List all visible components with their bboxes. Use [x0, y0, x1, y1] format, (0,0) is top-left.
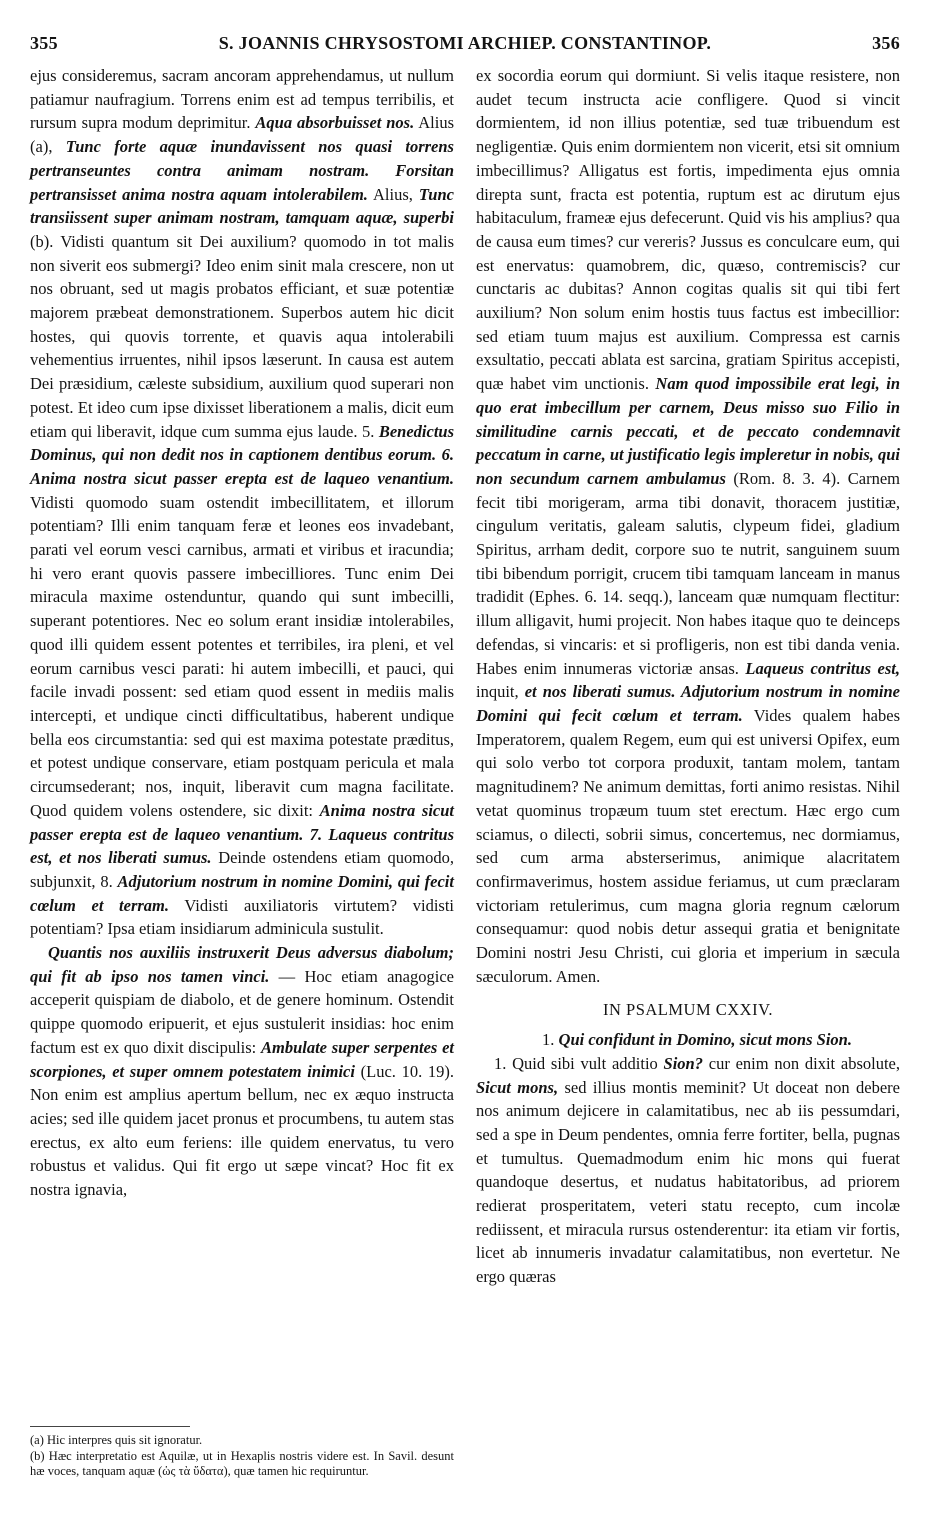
psalm-verse [476, 1028, 900, 1052]
right-column [476, 64, 900, 1289]
footnote-a: (a) Hic interpres quis sit ignoratur. [30, 1433, 203, 1447]
footnote-b: (b) Hæc interpretatio est Aquilæ, ut in Hexaplis nostris videre est. In Savil. desunt hæ voces, tanquam aquæ (ὡς τὰ ὕδατα), quæ tamen hic requiruntur. [30, 1448, 454, 1478]
marginal-summary: Quantis nos auxiliis instruxerit Deus adversus diabolum; qui fit ab ipso nos tamen vinci. [30, 943, 454, 986]
scripture-quote: Tunc transiissent super animam nostram, tamquam aquæ, superbi [30, 184, 454, 228]
text-run: (Luc. 10. 19). Non enim est amplius apertum bellum, nec ex æquo instructa acies; sed ille quidem jacet pronus et procumbens, tu autem stas erectus, ex alto eum feriens: ille quidem enervatus, tu vero robustus et validus. Qui fit ergo ut sæpe vincat? Hoc fit ex nostra ignavia, [30, 1061, 454, 1200]
scripture-quote: Anima nostra sicut passer erepta est de laqueo venantium. 7. Laqueus contritus est, et nos liberati sumus. [30, 800, 454, 868]
footnotes [30, 1426, 454, 1480]
paragraph [476, 64, 900, 988]
scripture-quote: Aqua absorbuisset nos. [255, 113, 415, 133]
running-header [30, 30, 900, 56]
scripture-quote: Tunc forte aquæ inundavissent nos quasi torrens pertranseuntes contra animam nostram. Forsitan pertransisset anima nostra aquam intolerabilem. [30, 137, 454, 204]
text-run: ex socordia eorum qui dormiunt. Si velis itaque resistere, non audet tecum instructa acie confligere. Quod si vincit dormientem, id non illius potentiæ, sed tuæ tribuendum est negligentiæ. Quis enim dormientem non vicerit, etsi sit omnium imbecillimus? Alligatus est fortis, impedimenta ejus omnia direpta sunt, fracta est potentia, ruptum est ac dirutum ejus habitaculum, frameæ ejus defecerunt. Quid vis his amplius? qua de causa eum times? cur vereris? Jussus es conculcare eum, qui est enervatus: quamobrem, dic, quæso, contremiscis? cur cunctaris ac dubitas? Annon cogitas qualis sit qui tibi fert auxilium? Non solum enim hostis tuus factus est imbecillior: sed etiam tuum majus est auxilium. Compressa est carnis exsultatio, peccati ablata est sarcina, gratiam Spiritus accepisti, quæ habet vim unctionis. [476, 66, 900, 394]
text-run: (b). Vidisti quantum sit Dei auxilium? quomodo in tot malis non siverit eos submergi? Ideo enim sinit mala crescere, non ut nos obruant, sed ut magis probatos efficiant, et suæ potentiæ majorem præbeat demonstrationem. Superbos autem hic dicit hostes, qui quovis torrente, et quavis aqua intolerabili vehementius irruentes, nihil ipsos læserunt. In causa est autem Dei præsidium, cæleste subsidium, auxilium quod superari non potest. Et ideo cum ipse dixisset liberationem a malis, dicit eum etiam qui liberavit, idque cum summa ejus laude. 5. [30, 231, 454, 441]
page-number-left: 355 [30, 32, 58, 53]
verse-number: 1. [542, 1030, 559, 1050]
text-run: Alius (a), [30, 113, 454, 157]
text-run: Vides qualem habes Imperatorem, qualem Regem, eum qui est universi Opifex, eum qui solo verbo tot corpora produxit, tantam molem, tantam magnitudinem? Ne animum demittas, forti animo resistas. Nihil vetat quominus tropæum tuum stet erectum. Hæc ergo cum sciamus, o dilecti, sobrii simus, concertemus, nec dormiamus, sed cum arma absterserimus, animique alacritatem confirmaverimus, hostem assidue feriamus, ut cum præclaram victoriam retulerimus, cum magna gloria regnum cælorum consequamur: quod nobis detur assequi gratia et benignitate Domini nostri Jesu Christi, cui gloria et imperium in sæcula sæculorum. Amen. [476, 705, 900, 986]
scripture-quote: Ambulate super serpentes et scorpiones, et super omnem potestatem inimici [30, 1037, 454, 1081]
scripture-quote: Adjutorium nostrum in nomine Domini, qui fecit cœlum et terram. [30, 871, 454, 915]
text-run: Alius, [367, 184, 419, 204]
footnote-rule [30, 1426, 190, 1427]
text-run: sed illius montis meminit? Ut doceat non debere nos animum dejicere in calamitatibus, nec ab iis pessumdari, sed a spe in Deum pendentes, omnia ferre fortiter, bella, pugnas et tumultus. Quemadmodum enim hic mons qui fuerat quandoque desertus, et nudatus habitatoribus, ad priorem redierat prosperitatem, veteri statu recepto, cum incolæ rediissent, et miracula rursus ostenderentur: ita etiam vir fortis, licet ab innumeris invadatur calamitatibus, non evertetur. Ne ergo quæras [476, 1077, 900, 1287]
scripture-quote: Laqueus contritus est, [745, 658, 900, 678]
left-column [30, 64, 454, 1202]
scripture-quote: et nos liberati sumus. Adjutorium nostrum in nomine Domini qui fecit cœlum et terram. [476, 682, 900, 725]
text-run: ejus consideremus, sacram ancoram apprehendamus, ut nullum patiamur naufragium. Torrens enim est ad tempus terribilis, et rursum supra modum deprimitur. [30, 66, 454, 133]
text-run: cur enim non dixit absolute, [702, 1053, 900, 1073]
text-run: — Hoc etiam anagogice acceperit quispiam de diabolo, et de genere hominum. Ostendit quippe quomodo eripuerit, et ejus sustulerit insidias: hoc enim factum est ex quo dixit discipulis: [30, 966, 454, 1057]
paragraph [30, 941, 454, 1202]
paragraph [30, 64, 454, 941]
scripture-quote: Benedictus Dominus, qui non dedit nos in captionem dentibus eorum. 6. Anima nostra sicut passer erepta est de laqueo venantium. [30, 421, 454, 488]
section-title: IN PSALMUM CXXIV. [602, 1000, 773, 1020]
text-run: Vidisti quomodo suam ostendit imbecillitatem, et illorum potentiam? Illi enim tanquam feræ et leones eos invadebant, parati vel eorum vesci carnibus, armati et viribus et iracundia; hi vero erant quovis passere imbecilliores. Tunc enim Dei miracula maxime ostenduntur, quando qui sunt imbecilli, superant potentiores. Nec eo solum erant insidiæ intolerabiles, quod illi quidem essent potentes et terribiles, ira pleni, et vel eorum carnibus vesci parati: hi autem imbecilli, et pauci, qui facile invadi possent: sed etiam quod essent in mediis malis intercepti, et undique cincti difficultatibus, haberent undique bella eos circumstantia: sed qui est maxima potestate præditus, et potest undique conservare, etiam postquam pericula et mala circumsederant; nos, inquit, liberavit cum magna facilitate. Quod quidem volens ostendere, sic dixit: [30, 492, 454, 820]
scripture-quote: Nam quod impossibile erat legi, in quo erat imbecillum per carnem, Deus misso suo Filio in similitudine carnis peccati, et de peccato condemnavit peccatum in carne, ut justificatio legis impleretur in nobis, qui non secundum carnem ambulamus [476, 374, 900, 488]
text-run: inquit, [476, 682, 525, 702]
running-title: S. JOANNIS CHRYSOSTOMI ARCHIEP. CONSTANTINOP. [218, 32, 712, 53]
text-run: Vidisti auxiliatoris virtutem? vidisti potentiam? Ipsa etiam insidiarum adminicula sustulit. [30, 895, 454, 939]
text-run: Deinde ostendens etiam quomodo, subjunxit, 8. [30, 848, 454, 891]
verse-text: Qui confidunt in Domino, sicut mons Sion. [558, 1030, 852, 1050]
scripture-quote: Sicut mons, [476, 1077, 559, 1097]
page-number-right: 356 [872, 32, 900, 53]
text-run: (Rom. 8. 3. 4). Carnem fecit tibi morigeram, arma tibi donavit, thoracem justitiæ, cingulum veritatis, galeam salutis, clypeum fidei, gladium Spiritus, arrham dedit, corpore suo te nutrit, sanguinem suum tibi bibendum porrigit, crucem tibi tamquam lanceam in manus tradidit (Ephes. 6. 14. seqq.), lanceam quæ numquam flectitur: illum alligavit, humi projecit. Non habes itaque quo te deinceps defendas, si vincaris: et si profligeris, non est tibi danda venia. Habes enim innumeras victoriæ ansas. [476, 468, 901, 678]
scripture-quote: Sion? [663, 1053, 703, 1073]
text-run: 1. Quid sibi vult additio [494, 1053, 664, 1073]
paragraph [476, 1052, 900, 1289]
